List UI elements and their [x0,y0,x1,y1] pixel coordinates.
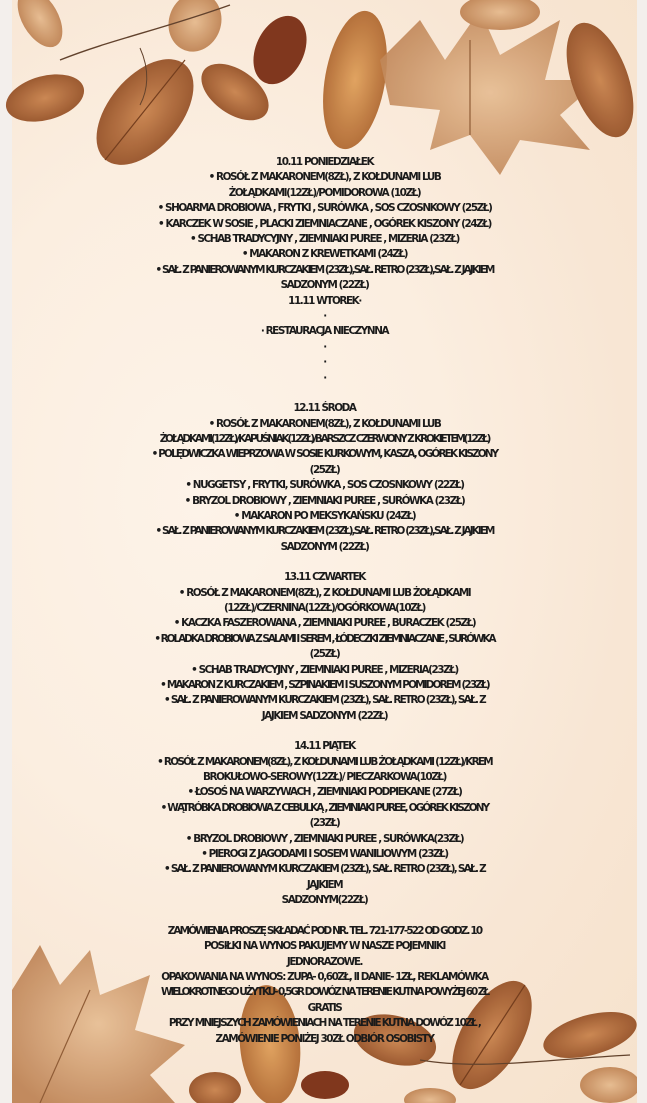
menu-item: • ROSÓŁ Z MAKARONEM(8ZŁ), Z KOŁDUNAMI LUB [208,171,441,184]
footer-line: OPAKOWANIA NA WYNOS: ZUPA- 0,60ZŁ, II DANIE- 1ZŁ, REKLAMÓWKA [161,970,488,983]
day-tuesday [12,294,637,386]
menu-item: • SCHAB TRADYCYJNY , ZIEMNIAKI PUREE , MIZERIA (23ZŁ) [190,233,459,246]
day-header: 13.11 CZWARTEK [284,571,365,584]
menu-item: · [323,340,326,353]
footer-line: ZAMÓWIENIE PONIŻEJ 30ZŁ ODBIÓR OSOBISTY [215,1032,434,1045]
menu-item: (25ZŁ) [309,648,340,661]
day-wednesday [12,401,637,555]
day-header: 14.11 PIĄTEK [294,740,355,753]
menu-item: SADZONYM(22ZŁ) [281,894,368,907]
footer-line: WIELOKROTNEGO UŻYTKU- 0,5GR DOWÓZ NA TERENIE KUTNA POWYŻEJ 60 ZŁ [160,986,489,999]
menu-item: BROKUŁOWO-SEROWY(12ZŁ)/ PIECZARKOWA(10ZŁ) [203,771,446,784]
ordering-info [12,924,637,1047]
menu-item: • SHOARMA DROBIOWA , FRYTKI , SURÓWKA , SOS CZOSNKOWY (25ZŁ) [157,202,492,215]
footer-line: GRATIS [307,1001,342,1014]
menu-item: • SCHAB TRADYCYJNY , ZIEMNIAKI PUREE , MIZERIA(23ZŁ) [191,663,458,676]
menu-item: · [323,356,326,369]
menu-item: • MAKARON Z KURCZAKIEM , SZPINAKIEM I SUSZONYM POMIDOREM (23ZŁ) [160,679,489,691]
menu-item: (23ZŁ) [309,817,340,830]
menu-item: (25ZŁ) [309,463,340,476]
menu-item: • SAŁ. Z PANIEROWANYM KURCZAKIEM (23ZŁ), SAŁ. RETRO (23ZŁ), SAŁ. Z [163,694,485,707]
menu-item: ŻOŁĄDKAMI(12ZŁ)/KAPUŚNIAK(12ZŁ)/BARSZCZ CZERWONY Z KROKIETEM(12ZŁ) [159,432,490,445]
menu-item: • ROLADKA DROBIOWA Z SALAMI I SEREM , ŁÓDECZKI ZIEMNIACZANE , SURÓWKA [154,632,495,645]
menu-item: • PIEROGI Z JAGODAMI I SOSEM WANILIOWYM (23ZŁ) [201,848,448,861]
menu-item: • ROSÓŁ Z MAKARONEM(8ZŁ), Z KOŁDUNAMI LUB ŻOŁĄDKAMI (12ZŁ)/KREM [157,755,492,768]
day-header: 11.11 WTOREK· [288,294,361,307]
menu-item: · [323,310,326,323]
footer-line: JEDNORAZOWE. [286,955,363,968]
weekly-menu [12,155,637,1047]
menu-item: • ROSÓŁ Z MAKARONEM(8ZŁ), Z KOŁDUNAMI LUB ŻOŁĄDKAMI [178,586,471,599]
day-header: 12.11 ŚRODA [293,402,356,415]
menu-item: SADZONYM (22ZŁ) [280,279,369,292]
menu-item: · RESTAURACJA NIECZYNNA [260,325,389,338]
day-friday [12,739,637,908]
footer-line: ZAMÓWIENIA PROSZĘ SKŁADAĆ POD NR. TEL. 721-177-522 OD GODZ. 10 [167,924,482,937]
menu-item: • MAKARON Z KREWETKAMI (24ZŁ) [241,248,408,261]
menu-item: • ŁOSOŚ NA WARZYWACH , ZIEMNIAKI PODPIEKANE (27ZŁ) [187,786,462,799]
menu-item: (12ZŁ)/CZERNINA(12ZŁ)/OGÓRKOWA(10ZŁ) [224,601,425,614]
menu-item: • MAKARON PO MEKSYKAŃSKU (24ZŁ) [233,509,416,522]
menu-item: JAJKIEM SADZONYM (22ZŁ) [261,709,388,722]
menu-item: · [323,371,326,384]
top-right-leaves [243,0,647,175]
frame-right [637,0,647,1103]
footer-line: POSIŁKI NA WYNOS PAKUJEMY W NASZE POJEMNIKI [203,940,445,953]
day-thursday [12,570,637,724]
menu-item: • BRYZOL DROBIOWY , ZIEMNIAKI PUREE , SURÓWKA (23ZŁ) [184,494,465,507]
menu-item: • SAŁ. Z PANIEROWANYM KURCZAKIEM (23ZŁ),SAŁ. RETRO (23ZŁ),SAŁ. Z JAJKIEM [155,525,494,538]
menu-item: SADZONYM (22ZŁ) [280,540,369,553]
menu-item: • NUGGETSY , FRYTKI, SURÓWKA , SOS CZOSNKOWY (22ZŁ) [185,479,464,492]
footer-line: PRZY MNIEJSZYCH ZAMÓWIENIACH NA TERENIE KUTNA DOWÓZ 10ZŁ , [168,1017,481,1030]
menu-item: • KARCZEK W SOSIE , PLACKI ZIEMNIACZANE , OGÓREK KISZONY (24ZŁ) [158,217,491,230]
menu-item: JAJKIEM [306,878,343,891]
menu-item: • SAŁ. Z PANIEROWANYM KURCZAKIEM (23ZŁ),SAŁ. RETRO (23ZŁ),SAŁ. Z JAJKIEM [155,263,494,276]
day-monday [12,155,637,294]
menu-item: ŻOŁĄDKAMI(12ZŁ)/POMIDOROWA (10ZŁ) [228,186,421,199]
day-header: 10.11 PONIEDZIAŁEK [275,156,374,168]
menu-item: • ROSÓŁ Z MAKARONEM(8ZŁ), Z KOŁDUNAMI LUB [208,417,441,430]
menu-item: • WĄTRÓBKA DROBIOWA Z CEBULKĄ , ZIEMNIAKI PUREE, OGÓREK KISZONY [160,801,489,814]
menu-item: • POLĘDWICZKA WIEPRZOWA W SOSIE KURKOWYM, KASZA, OGÓREK KISZONY [151,448,498,461]
menu-item: • BRYZOL DROBIOWY , ZIEMNIAKI PUREE , SURÓWKA(23ZŁ) [185,832,464,845]
menu-item: • SAŁ. Z PANIEROWANYM KURCZAKIEM (23ZŁ), SAŁ. RETRO (23ZŁ), SAŁ. Z [163,863,485,876]
menu-item: • KACZKA FASZEROWANA , ZIEMNIAKI PUREE , BURACZEK (25ZŁ) [173,617,476,630]
